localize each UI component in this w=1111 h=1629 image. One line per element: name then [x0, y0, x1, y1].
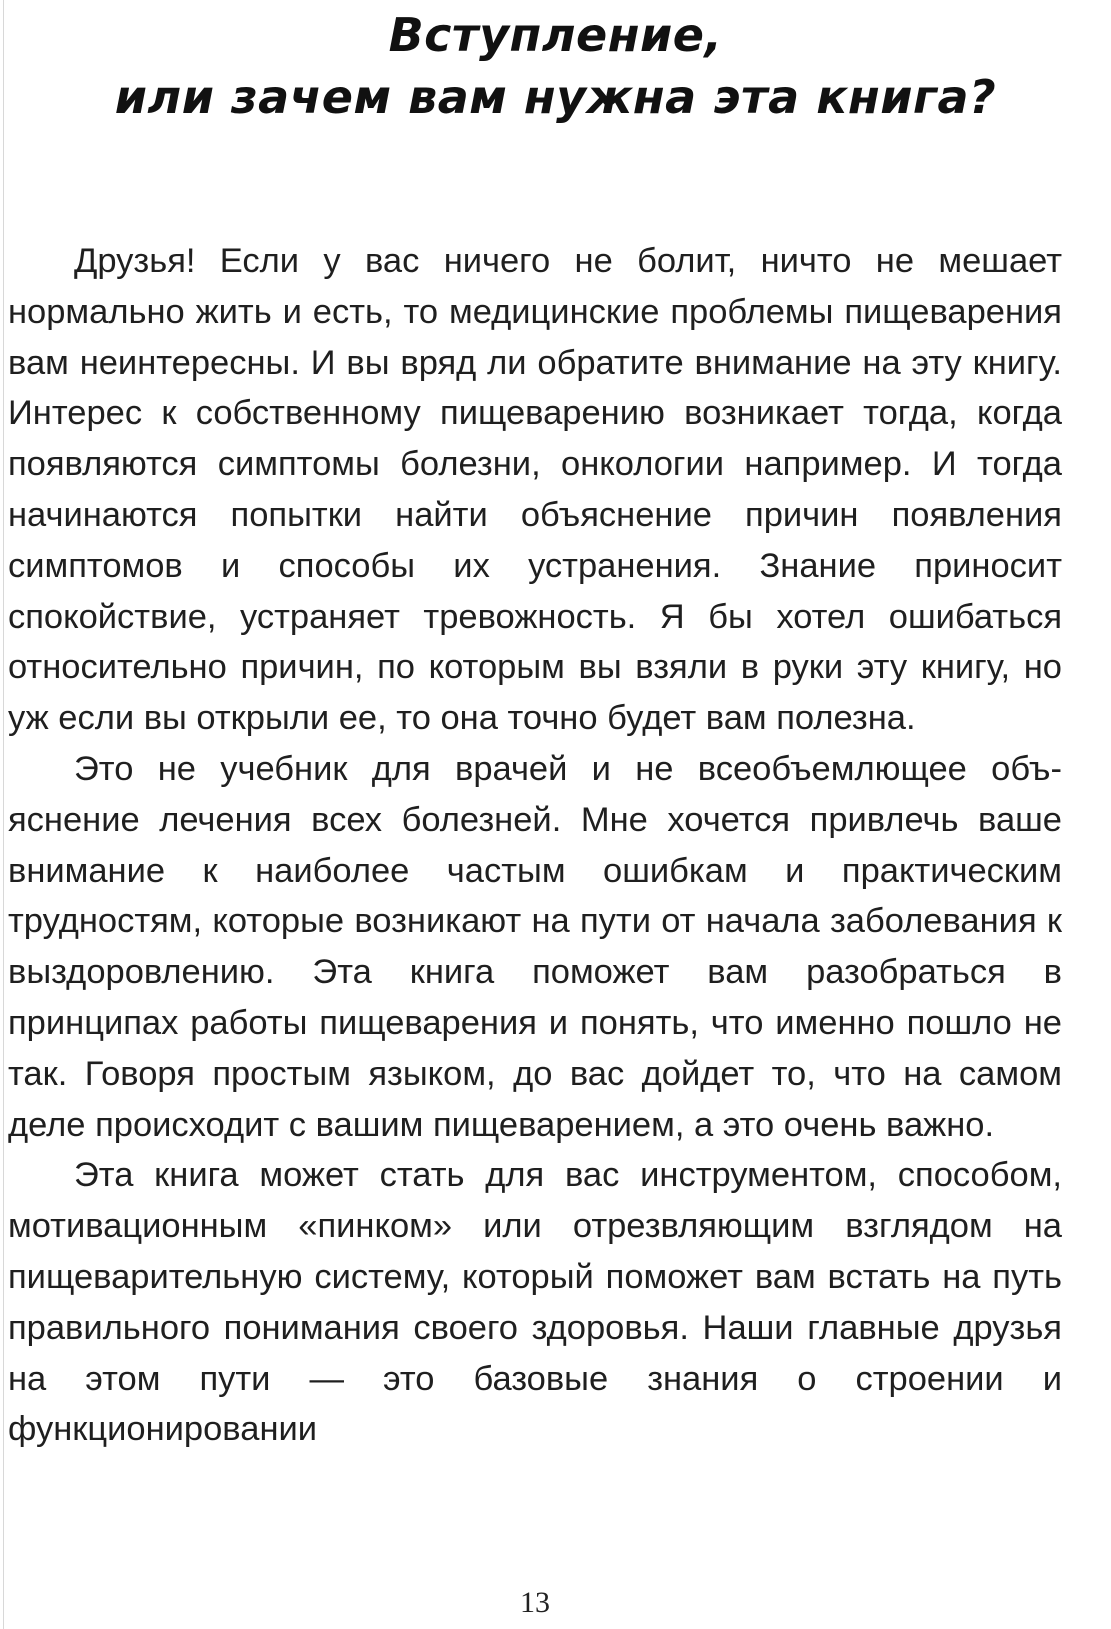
chapter-title-line-1: Вступление, [388, 8, 723, 62]
page-edge-line [3, 0, 4, 1629]
paragraph-1: Друзья! Если у вас ничего не болит, ничто не мешает нормально жить и есть, то медицинские проблемы пищеварения вам неинтересны. И вы вряд ли обратите внимание на эту книгу. Интерес к собственному пищеварению возникает тогда, когда появляются симптомы болезни, онкологии например. И тогда начинаются попытки найти объяснение причин появления симптомов и способы их устранения. Знание приносит спокойствие, устраняет тревожность. Я бы хотел ошибаться относительно причин, по которым вы взяли в руки эту книгу, но уж если вы открыли ее, то она точно будет вам полезна. [8, 242, 1062, 738]
chapter-title [0, 4, 1111, 128]
chapter-title-line-2: или зачем вам нужна эта книга? [114, 70, 997, 124]
body-text [8, 236, 1062, 1455]
paragraph-2: Это не учебник для врачей и не всеобъемлющее объяснение лечения всех болезней. Мне хочется привлечь ваше внимание к наиболее частым ошибкам и практическим трудностям, которые возникают на пути от начала заболевания к выздоровлению. Эта книга поможет вам разобраться в принципах работы пищеварения и понять, что именно пошло не так. Говоря простым языком, до вас дойдет то, что на самом деле происходит с вашим пищеварением, а это очень важно. [8, 749, 1062, 1144]
paragraph-3: Эта книга может стать для вас инструментом, способом, мотивационным «пинком» или отрезвляющим взглядом на пищеварительную систему, который поможет вам встать на путь правильного понимания своего здоровья. Наши главные друзья на этом пути — это базовые знания о строении и функционировании [8, 1156, 1062, 1449]
page-number: 13 [520, 1586, 550, 1619]
